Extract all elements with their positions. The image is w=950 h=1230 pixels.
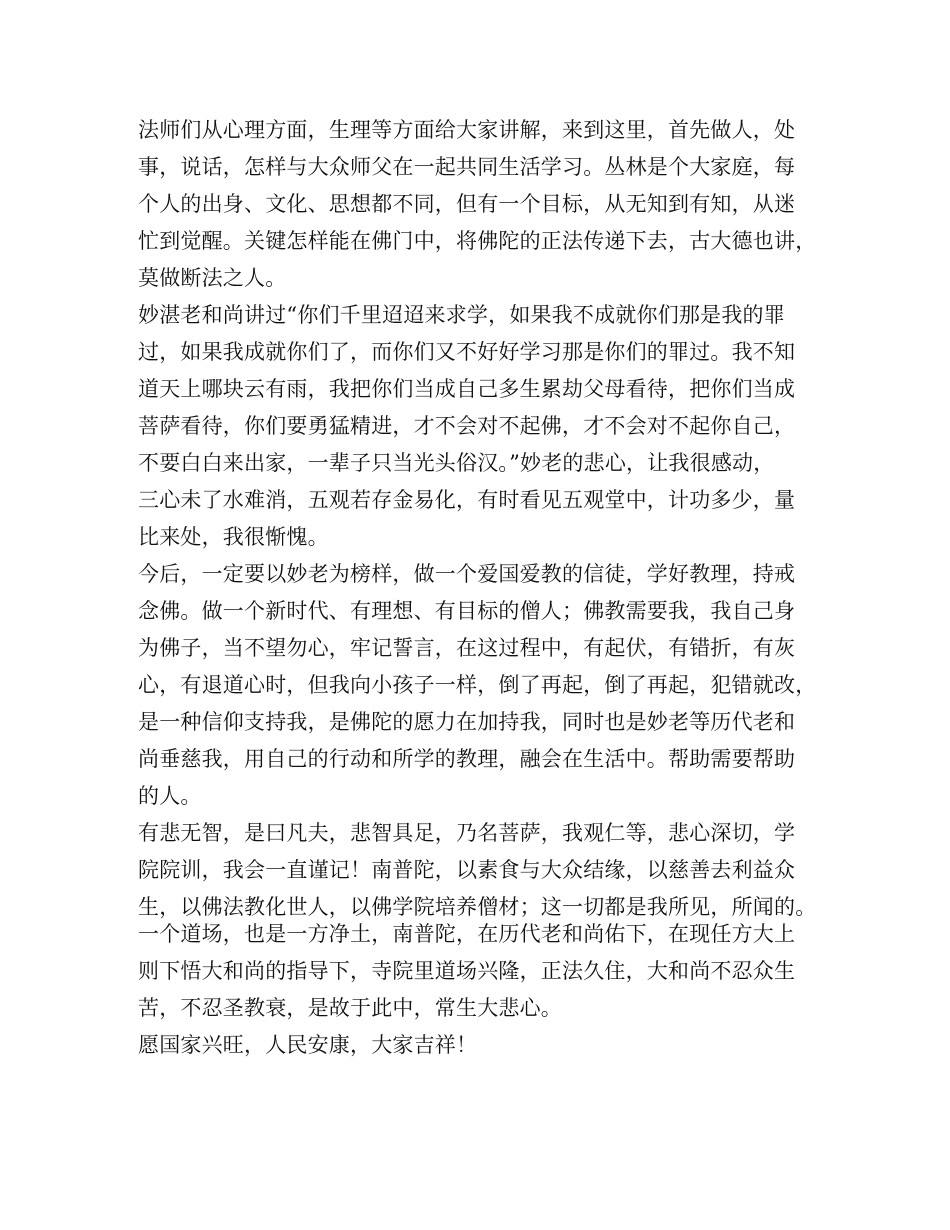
text-line: 生，以佛法教化世人，以佛学院培养僧材；这一切都是我所见，所闻的。 <box>138 895 817 919</box>
text-line: 是一种信仰支持我，是佛陀的愿力在加持我，同时也是妙老等历代老和 <box>138 710 796 734</box>
body-text-section-2 <box>138 916 828 1064</box>
text-line: 法师们从心理方面，生理等方面给大家讲解，来到这里，首先做人，处 <box>138 118 796 142</box>
text-line: 忙到觉醒。关键怎样能在佛门中，将佛陀的正法传递下去，古大德也讲， <box>138 229 817 253</box>
text-line: 尚垂慈我，用自己的行动和所学的教理，融会在生活中。帮助需要帮助 <box>138 747 796 771</box>
text-line: 妙湛老和尚讲过“你们千里迢迢来求学，如果我不成就你们那是我的罪 <box>138 303 785 327</box>
text-line: 个人的出身、文化、思想都不同，但有一个目标，从无知到有知，从迷 <box>138 192 796 216</box>
body-text-section-1 <box>138 112 828 926</box>
text-line: 道天上哪块云有雨，我把你们当成自己多生累劫父母看待，把你们当成 <box>138 377 796 401</box>
text-line: 菩萨看待，你们要勇猛精进，才不会对不起佛，才不会对不起你自己， <box>138 414 796 438</box>
text-line: 院院训，我会一直谨记！南普陀，以素食与大众结缘，以慈善去利益众 <box>138 858 796 882</box>
text-line: 莫做断法之人。 <box>138 266 287 290</box>
text-line: 事，说话，怎样与大众师父在一起共同生活学习。丛林是个大家庭，每 <box>138 155 796 179</box>
text-line: 不要白白来出家，一辈子只当光头俗汉。”妙老的悲心，让我很感动， <box>138 451 775 475</box>
text-line: 一个道场，也是一方净土，南普陀，在历代老和尚佑下，在现任方大上 <box>138 922 796 946</box>
text-line: 有悲无智，是曰凡夫，悲智具足，乃名菩萨，我观仁等，悲心深切，学 <box>138 821 796 845</box>
text-line: 愿国家兴旺，人民安康，大家吉祥！ <box>138 1033 478 1057</box>
text-line: 三心未了水难消，五观若存金易化，有时看见五观堂中，计功多少，量 <box>138 488 796 512</box>
text-line: 心，有退道心时，但我向小孩子一样，倒了再起，倒了再起，犯错就改， <box>138 673 817 697</box>
text-line: 比来处，我很惭愧。 <box>138 525 329 549</box>
text-line: 为佛子，当不望勿心，牢记誓言，在这过程中，有起伏，有错折，有灰 <box>138 636 796 660</box>
text-line: 念佛。做一个新时代、有理想、有目标的僧人；佛教需要我，我自己身 <box>138 599 796 623</box>
text-line: 的人。 <box>138 784 202 808</box>
text-line: 苦，不忍圣教衰，是故于此中，常生大悲心。 <box>138 996 562 1020</box>
text-line: 今后，一定要以妙老为榜样，做一个爱国爱教的信徒，学好教理，持戒 <box>138 562 796 586</box>
text-line: 则下悟大和尚的指导下，寺院里道场兴隆，正法久住，大和尚不忍众生 <box>138 959 796 983</box>
text-line: 过，如果我成就你们了，而你们又不好好学习那是你们的罪过。我不知 <box>138 340 796 364</box>
